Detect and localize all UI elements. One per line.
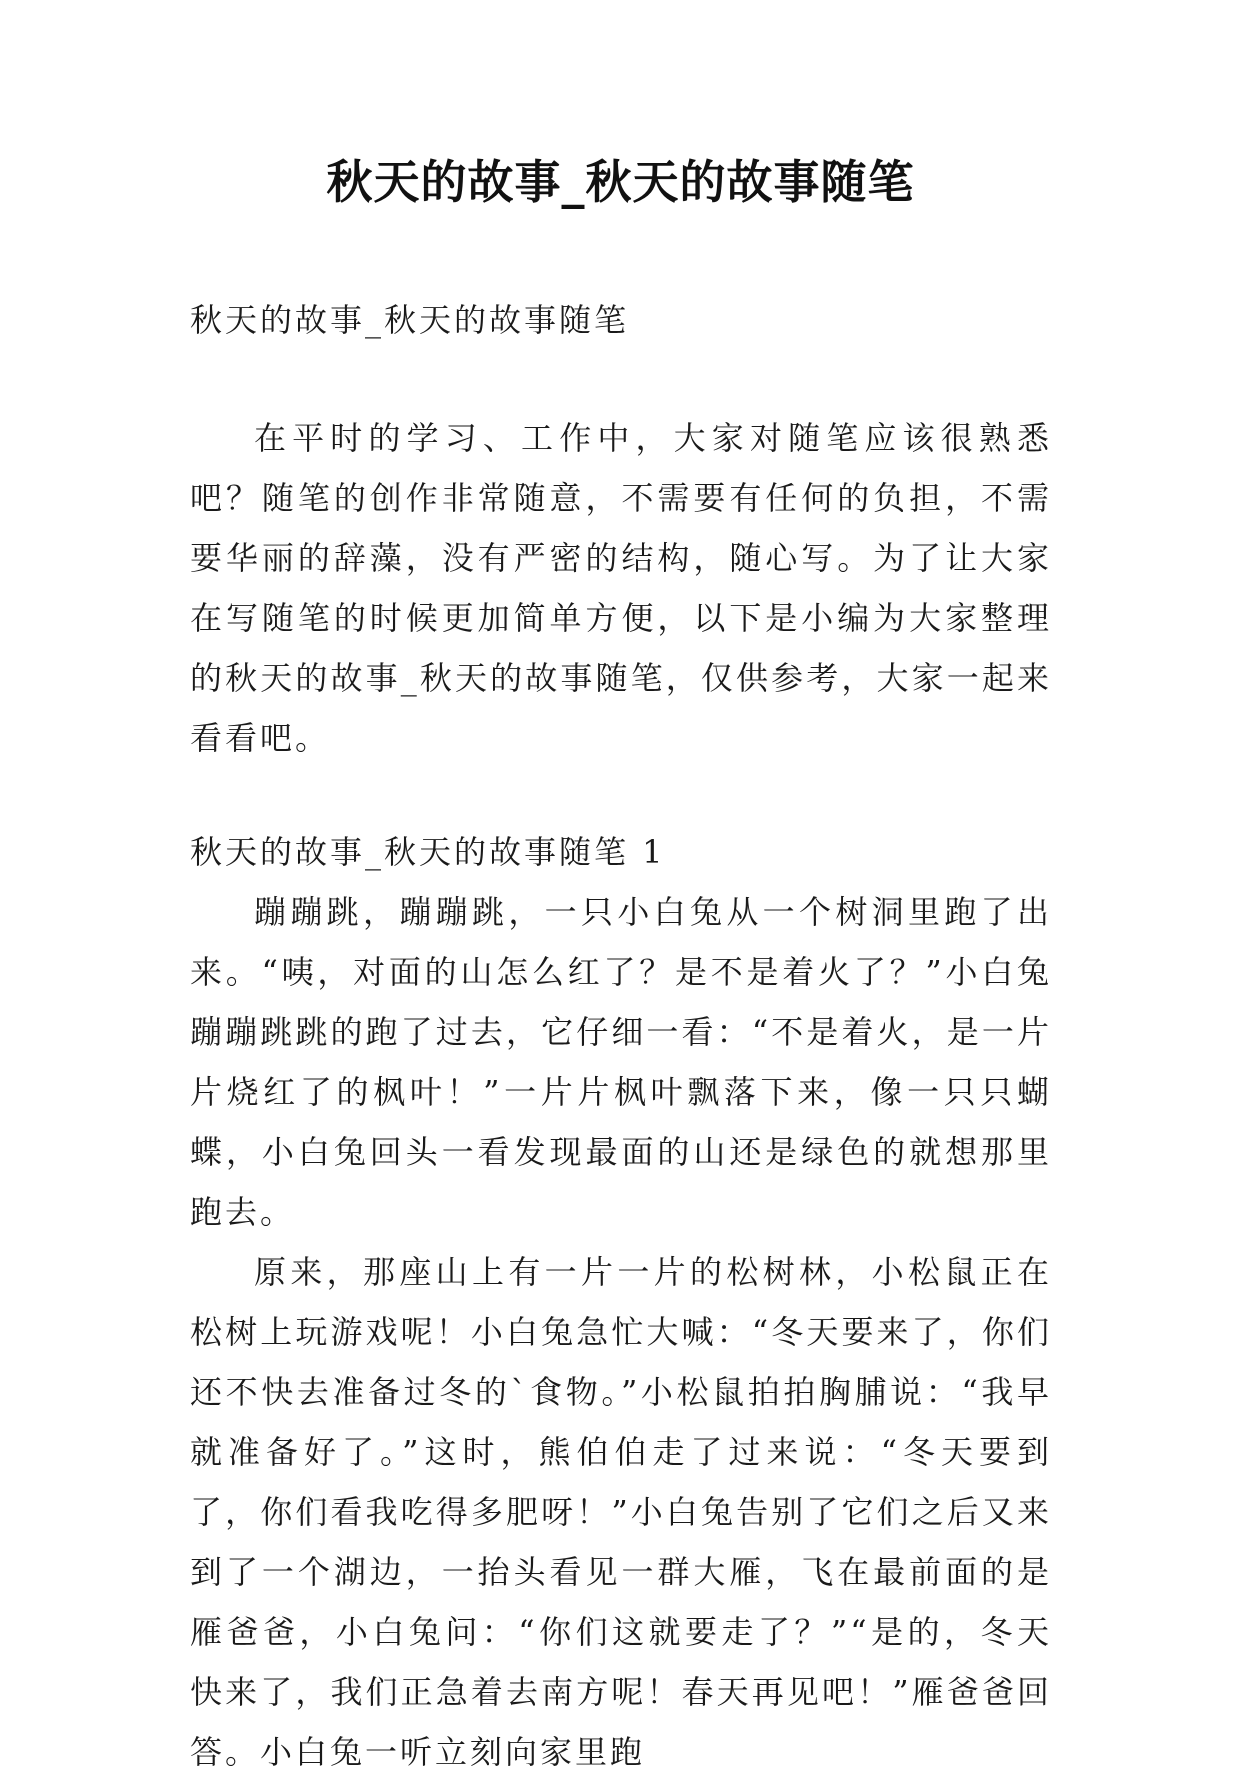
document-subtitle: 秋天的故事_秋天的故事随笔 [190,301,630,339]
spacer [190,768,1052,822]
spacer [190,350,1052,408]
story-paragraph: 蹦蹦跳，蹦蹦跳，一只小白兔从一个树洞里跑了出来。“咦，对面的山怎么红了？是不是着火了？”小白兔蹦蹦跳跳的跑了过去，它仔细一看：“不是着火，是一片片烧红了的枫叶！”一片片枫叶飘落下来，像一只只蝴蝶，小白兔回头一看发现最面的山还是绿色的就想那里跑去。 [190,893,1052,1231]
intro-paragraph: 在平时的学习、工作中，大家对随笔应该很熟悉吧？随笔的创作非常随意，不需要有任何的负担，不需要华丽的辞藻，没有严密的结构，随心写。为了让大家在写随笔的时候更加简单方便，以下是小编为大家整理的秋天的故事_秋天的故事随笔，仅供参考，大家一起来看看吧。 [190,419,1052,757]
document-body [190,290,1052,1782]
story-paragraph: 原来，那座山上有一片一片的松树林，小松鼠正在松树上玩游戏呢！小白兔急忙大喊：“冬天要来了，你们还不快去准备过冬的`食物。”小松鼠拍拍胸脯说：“我早就准备好了。”这时，熊伯伯走了过来说：“冬天要到了，你们看我吃得多肥呀！”小白兔告别了它们之后又来到了一个湖边，一抬头看见一群大雁，飞在最前面的是雁爸爸，小白兔问：“你们这就要走了？”“是的，冬天快来了，我们正急着去南方呢！春天再见吧！”雁爸爸回答。小白兔一听立刻向家里跑 [190,1253,1052,1771]
section-heading: 秋天的故事_秋天的故事随笔 1 [190,833,666,871]
document-title: 秋天的故事_秋天的故事随笔 [326,155,915,209]
